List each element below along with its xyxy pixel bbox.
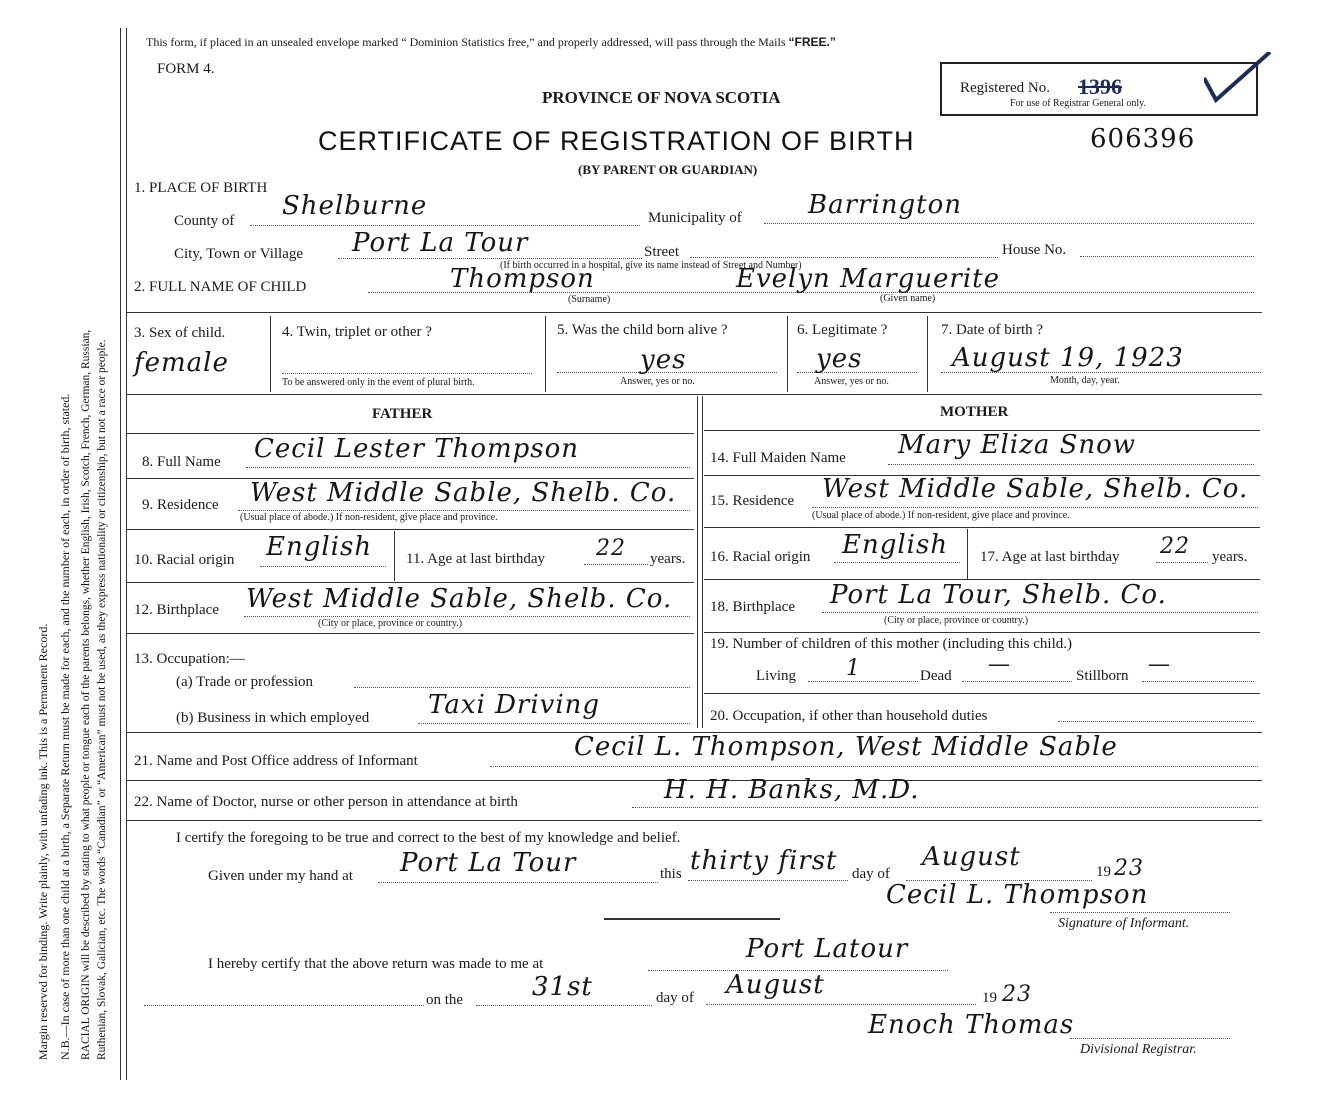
father-residence-line: [238, 510, 690, 511]
cert-day: thirty first: [690, 846, 838, 876]
mother-age-divider: [967, 529, 968, 579]
street-label: Street: [644, 244, 679, 260]
county-value: Shelburne: [282, 191, 428, 221]
registration-box: [940, 62, 1258, 116]
hospital-note: (If birth occurred in a hospital, give its name instead of Street and Number): [500, 260, 802, 271]
reg-year: 23: [1002, 982, 1032, 1007]
municipality-line: [764, 223, 1254, 224]
father-age: 22: [596, 536, 626, 561]
occupation-label: 13. Occupation:—: [134, 651, 245, 667]
father-race: English: [266, 532, 373, 562]
trade-line: [354, 687, 690, 688]
this-day-line: [688, 880, 848, 881]
father-race-line: [260, 566, 386, 567]
father-heading: FATHER: [372, 406, 433, 422]
doctor-value: H. H. Banks, M.D.: [664, 775, 920, 805]
reg-day-line: [476, 1005, 652, 1006]
mother-abode-note: (Usual place of abode.) If non-resident, give place and province.: [812, 510, 1070, 521]
living-label: Living: [756, 668, 796, 684]
mother-birthplace-line: [822, 612, 1258, 613]
twin-line: [282, 373, 532, 374]
surname-label: (Surname): [568, 294, 611, 305]
on-the-lead-line: [144, 1005, 424, 1006]
col-rule-4: [927, 316, 928, 392]
mother-name: Mary Eliza Snow: [898, 430, 1137, 460]
separator-rule: [604, 918, 780, 920]
cert-year: 23: [1114, 856, 1144, 881]
mother-name-line: [888, 464, 1254, 465]
informant-label: 21. Name and Post Office address of Informant: [134, 753, 418, 769]
business-value: Taxi Driving: [428, 690, 601, 720]
parent-divider-2: [702, 396, 703, 728]
city-value: Port La Tour: [352, 228, 529, 258]
father-years: years.: [650, 551, 686, 567]
reg-month: August: [726, 970, 825, 1000]
stillborn-value: —: [1148, 652, 1171, 677]
mother-race-line: [834, 562, 960, 563]
mother-row-rule-6: [704, 693, 1260, 694]
given-place: Port La Tour: [400, 848, 577, 878]
father-birthplace-label: 12. Birthplace: [134, 602, 219, 618]
city-label: City, Town or Village: [174, 246, 304, 262]
mother-age-line: [1156, 562, 1208, 563]
mother-age-label: 17. Age at last birthday: [980, 549, 1120, 565]
child-given-name: Evelyn Marguerite: [736, 264, 1000, 294]
sex-value: female: [134, 348, 229, 378]
dob-note: Month, day, year.: [1050, 375, 1120, 386]
given-name-label: (Given name): [880, 293, 936, 304]
rule-2: [126, 394, 1262, 395]
margin-rule: [120, 28, 121, 1080]
mail-notice-text: This form, if placed in an unsealed envelope marked “ Dominion Statistics free,” and properly addressed, will pass through the Mails: [146, 35, 786, 49]
legit-label: 6. Legitimate ?: [797, 322, 888, 338]
father-name-label: 8. Full Name: [142, 454, 221, 470]
father-row-rule-4: [126, 582, 694, 583]
mother-heading: MOTHER: [940, 404, 1009, 420]
given-label: Given under my hand at: [208, 868, 353, 884]
father-age-label: 11. Age at last birthday: [406, 551, 545, 567]
county-label: County of: [174, 213, 235, 229]
doctor-line: [632, 807, 1258, 808]
dob-label: 7. Date of birth ?: [941, 322, 1044, 338]
given-place-line: [378, 882, 658, 883]
father-name-line: [246, 467, 690, 468]
stillborn-line: [1142, 681, 1254, 682]
subtitle: (BY PARENT OR GUARDIAN): [578, 162, 758, 177]
mother-residence-label: 15. Residence: [710, 493, 795, 509]
legit-value: yes: [816, 344, 863, 374]
signature-line: [1050, 912, 1230, 913]
legit-note: Answer, yes or no.: [814, 376, 889, 387]
side-note-1: Margin reserved for binding. Write plainly, with unfading ink. This is a Permanent Record.: [36, 623, 50, 1060]
twin-label: 4. Twin, triplet or other ?: [282, 324, 432, 340]
rule-1: [126, 312, 1262, 313]
mail-notice: [146, 35, 836, 50]
house-label: House No.: [1002, 242, 1067, 258]
parent-divider: [697, 396, 698, 728]
side-note-4: Ruthenian, Slovak, Galician, etc. The words “Canadian” or “American” must not be used, as they express nationality or citizenship, but not a race or people.: [96, 339, 108, 1060]
mother-residence-line: [812, 507, 1258, 508]
informant-value: Cecil L. Thompson, West Middle Sable: [574, 732, 1118, 762]
father-age-divider: [394, 531, 395, 581]
father-birthplace: West Middle Sable, Shelb. Co.: [246, 584, 673, 614]
county-line: [250, 225, 640, 226]
informant-signature: Cecil L. Thompson: [886, 880, 1149, 910]
house-line: [1080, 256, 1254, 257]
registrar-label: Divisional Registrar.: [1080, 1042, 1197, 1057]
dob-value: August 19, 1923: [952, 343, 1184, 373]
father-birthplace-line: [244, 616, 690, 617]
cert-day-of: day of: [852, 866, 890, 882]
side-note-3: RACIAL ORIGIN will be described by stating to what people or tongue each of the parents belongs, whether English, Irish, Scotch, French, German, Russian,: [80, 329, 92, 1060]
living-value: 1: [846, 656, 861, 681]
province: PROVINCE OF NOVA SCOTIA: [542, 88, 781, 107]
mother-name-label: 14. Full Maiden Name: [710, 450, 846, 466]
mother-birthplace: Port La Tour, Shelb. Co.: [830, 580, 1167, 610]
mother-residence: West Middle Sable, Shelb. Co.: [822, 474, 1249, 504]
mother-bp-note: (City or place, province or country.): [884, 615, 1029, 626]
business-label: (b) Business in which employed: [176, 710, 370, 726]
municipality-value: Barrington: [808, 190, 963, 220]
mother-birthplace-label: 18. Birthplace: [710, 599, 795, 615]
father-residence-label: 9. Residence: [142, 497, 219, 513]
street-line: [690, 257, 998, 258]
child-surname: Thompson: [450, 264, 595, 294]
col-rule-2: [545, 316, 546, 392]
dead-label: Dead: [920, 668, 952, 684]
doctor-label: 22. Name of Doctor, nurse or other person in attendance at birth: [134, 794, 518, 810]
margin-rule-inner: [126, 28, 127, 1080]
registrar-statement: I hereby certify that the above return was made to me at: [208, 956, 544, 972]
registrar-signature-line: [1070, 1038, 1230, 1039]
father-name: Cecil Lester Thompson: [254, 434, 580, 464]
dead-line: [962, 681, 1072, 682]
business-line: [418, 723, 690, 724]
mother-occupation-line: [1058, 721, 1254, 722]
form-number: FORM 4.: [157, 61, 215, 77]
registered-label: Registered No.: [960, 80, 1050, 96]
registered-value: 1396: [1078, 74, 1122, 99]
father-race-label: 10. Racial origin: [134, 552, 235, 568]
father-age-line: [584, 564, 648, 565]
registrar-signature: Enoch Thomas: [868, 1010, 1075, 1040]
page-title: CERTIFICATE OF REGISTRATION OF BIRTH: [318, 126, 915, 156]
father-row-rule-5: [126, 633, 694, 634]
reg-year-prefix: 19: [982, 990, 997, 1006]
dead-value: —: [988, 652, 1011, 677]
this-label: this: [660, 866, 682, 882]
mother-race-label: 16. Racial origin: [710, 549, 811, 565]
trade-label: (a) Trade or profession: [176, 674, 314, 690]
place-label: 1. PLACE OF BIRTH: [134, 180, 268, 196]
registrar-place: Port Latour: [746, 934, 909, 964]
father-abode-note: (Usual place of abode.) If non-resident, give place and province.: [240, 512, 498, 523]
mail-free: “FREE.”: [788, 35, 836, 49]
mother-race: English: [842, 530, 949, 560]
mother-row-rule-3: [704, 527, 1260, 528]
mother-row-rule-5: [704, 632, 1260, 633]
mother-years: years.: [1212, 549, 1248, 565]
on-the-label: on the: [426, 992, 464, 1008]
registrar-note: For use of Registrar General only.: [1010, 98, 1146, 109]
cert-year-prefix: 19: [1096, 864, 1111, 880]
side-note-2: N.B.—In case of more than one child at a birth, a Separate Return must be made for each, and the number of each, in order of birth, stated.: [58, 393, 72, 1060]
reg-day: 31st: [532, 972, 593, 1002]
stillborn-label: Stillborn: [1076, 668, 1129, 684]
col-rule-1: [270, 316, 271, 392]
handwritten-number: 606396: [1090, 124, 1196, 154]
alive-label: 5. Was the child born alive ?: [557, 322, 728, 338]
rule-5: [126, 820, 1262, 821]
alive-note: Answer, yes or no.: [620, 376, 695, 387]
children-label: 19. Number of children of this mother (including this child.): [710, 636, 1073, 652]
city-line: [338, 258, 642, 259]
living-line: [808, 681, 918, 682]
father-row-rule-3: [126, 529, 694, 530]
mother-age: 22: [1160, 534, 1190, 559]
cert-month: August: [922, 842, 1021, 872]
child-name-label: 2. FULL NAME OF CHILD: [134, 279, 307, 295]
signature-label: Signature of Informant.: [1058, 916, 1190, 931]
twin-note: To be answered only in the event of plural birth.: [282, 377, 475, 388]
reg-day-of: day of: [656, 990, 694, 1006]
check-mark-icon: [1204, 52, 1274, 112]
mother-occupation-label: 20. Occupation, if other than household duties: [710, 708, 988, 724]
reg-month-line: [706, 1004, 976, 1005]
certify-statement: I certify the foregoing to be true and correct to the best of my knowledge and belief.: [176, 830, 681, 846]
col-rule-3: [787, 316, 788, 392]
sex-label: 3. Sex of child.: [134, 325, 226, 341]
alive-value: yes: [640, 345, 687, 375]
informant-line: [490, 766, 1258, 767]
father-residence: West Middle Sable, Shelb. Co.: [250, 478, 677, 508]
municipality-label: Municipality of: [648, 210, 742, 226]
father-bp-note: (City or place, province or country.): [318, 618, 463, 629]
